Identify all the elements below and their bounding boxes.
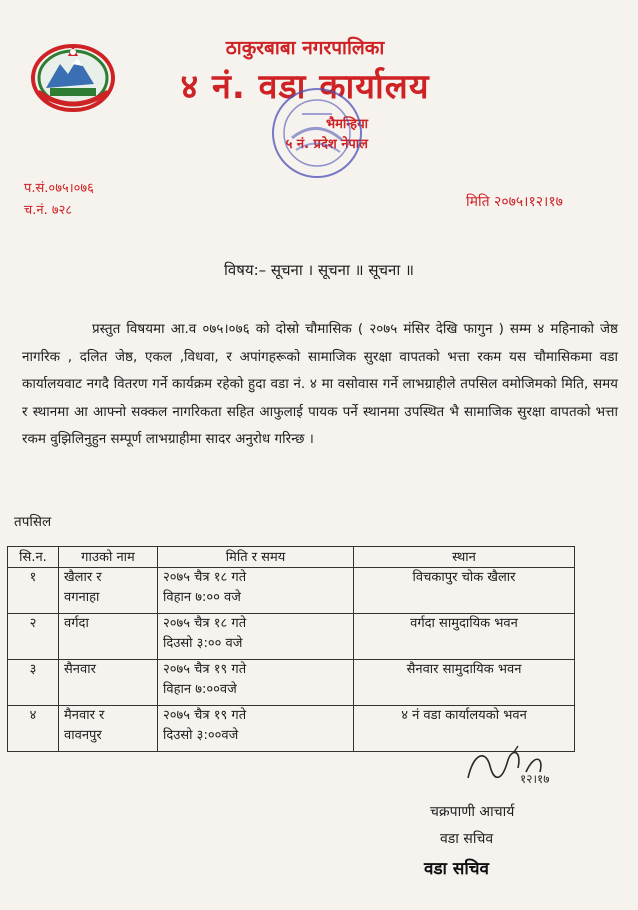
row-location: वर्गदा सामुदायिक भवन <box>354 614 575 660</box>
header-serial: सि.न. <box>8 547 59 568</box>
municipality-name: ठाकुरबाबा नगरपालिका <box>225 37 385 59</box>
row-location: ४ नं वडा कार्यालयको भवन <box>354 706 575 752</box>
table-row <box>8 614 575 660</box>
signature-date: १२।१७ <box>520 772 550 786</box>
row-time: विहान ७:००वजे <box>163 682 237 697</box>
header-village: गाउको नाम <box>59 547 158 568</box>
row-date-time <box>158 568 354 614</box>
row-date-time <box>158 660 354 706</box>
row-village <box>59 660 158 706</box>
row-date-time <box>158 706 354 752</box>
row-time: दिउसो ३:००वजे <box>163 728 239 743</box>
letter-number: प.सं.०७५।०७६ <box>24 181 94 196</box>
office-seal-stamp <box>262 78 372 188</box>
row-serial: १ <box>8 568 59 614</box>
village-line-1: सैनवार <box>64 662 96 677</box>
table-row <box>8 660 575 706</box>
row-village <box>59 706 158 752</box>
dispatch-number: च.नं. ७२८ <box>24 203 73 218</box>
nepal-emblem-icon <box>28 40 118 112</box>
signatory-name: चक्रपाणी आचार्य <box>430 804 515 820</box>
row-village <box>59 568 158 614</box>
office-region: ५ नं. प्रदेश नेपाल <box>285 137 368 152</box>
header-location: स्थान <box>354 547 575 568</box>
village-line-2: वगनाहा <box>64 590 100 605</box>
letter-date: मिति २०७५।१२।१७ <box>466 194 563 210</box>
handwritten-signature <box>456 742 576 788</box>
designation-stamp: वडा सचिव <box>424 859 490 879</box>
table-header-row <box>8 547 575 568</box>
row-date: २०७५ चैत्र १९ गते <box>163 662 247 677</box>
row-location: सैनवार सामुदायिक भवन <box>354 660 575 706</box>
distribution-schedule-table <box>7 546 575 752</box>
row-location: विचकापुर चोक खैलार <box>354 568 575 614</box>
row-date-time <box>158 614 354 660</box>
village-line-1: वर्गदा <box>64 616 89 631</box>
village-line-1: मैनवार र <box>64 708 105 723</box>
row-date: २०७५ चैत्र १८ गते <box>163 616 247 631</box>
row-date: २०७५ चैत्र १९ गते <box>163 708 247 723</box>
office-location: भैमन्हिया <box>326 117 368 132</box>
notice-body: प्रस्तुत विषयमा आ.व ०७५।०७६ को दोस्रो चौमासिक ( २०७५ मंसिर देखि फागुन ) सम्म ४ महिनाको जेष्ठ नागरिक , दलित जेष्ठ, एकल ,विधवा, र अपांगहरूको सामाजिक सुरक्षा वापतको भत्ता रकम यस चौमासिकमा वडा कार्यालयवाट नगदै वितरण गर्ने कार्यक्रम रहेको हुदा वडा नं. ४ मा वसोवास गर्ने लाभग्राहीले तपसिल वमोजिमको मिति, समय र स्थानमा आ आफ्नो सक्कल नागरिकता सहित आफुलाई पायक पर्ने स्थानमा उपस्थित भै सामाजिक सुरक्षा वापतको भत्ता रकम वुझिलिनुहुन सम्पूर्ण लाभग्राहीमा सादर अनुरोध गरिन्छ । <box>22 321 618 447</box>
village-line-1: खैलार र <box>64 570 102 585</box>
subject-line: विषय:– सूचना । सूचना ॥ सूचना ॥ <box>223 261 415 279</box>
row-village <box>59 614 158 660</box>
ward-office-title: ४ नं. वडा कार्यालय <box>180 67 430 107</box>
row-serial: २ <box>8 614 59 660</box>
signatory-title: वडा सचिव <box>440 831 494 847</box>
table-row <box>8 568 575 614</box>
row-time: दिउसो ३:०० वजे <box>163 636 243 651</box>
village-line-2: वावनपुर <box>64 728 102 743</box>
row-serial: ३ <box>8 660 59 706</box>
details-label: तपसिल <box>14 514 52 530</box>
header-date-time: मिति र समय <box>158 547 354 568</box>
row-time: विहान ७:०० वजे <box>163 590 241 605</box>
row-serial: ४ <box>8 706 59 752</box>
row-date: २०७५ चैत्र १८ गते <box>163 570 247 585</box>
